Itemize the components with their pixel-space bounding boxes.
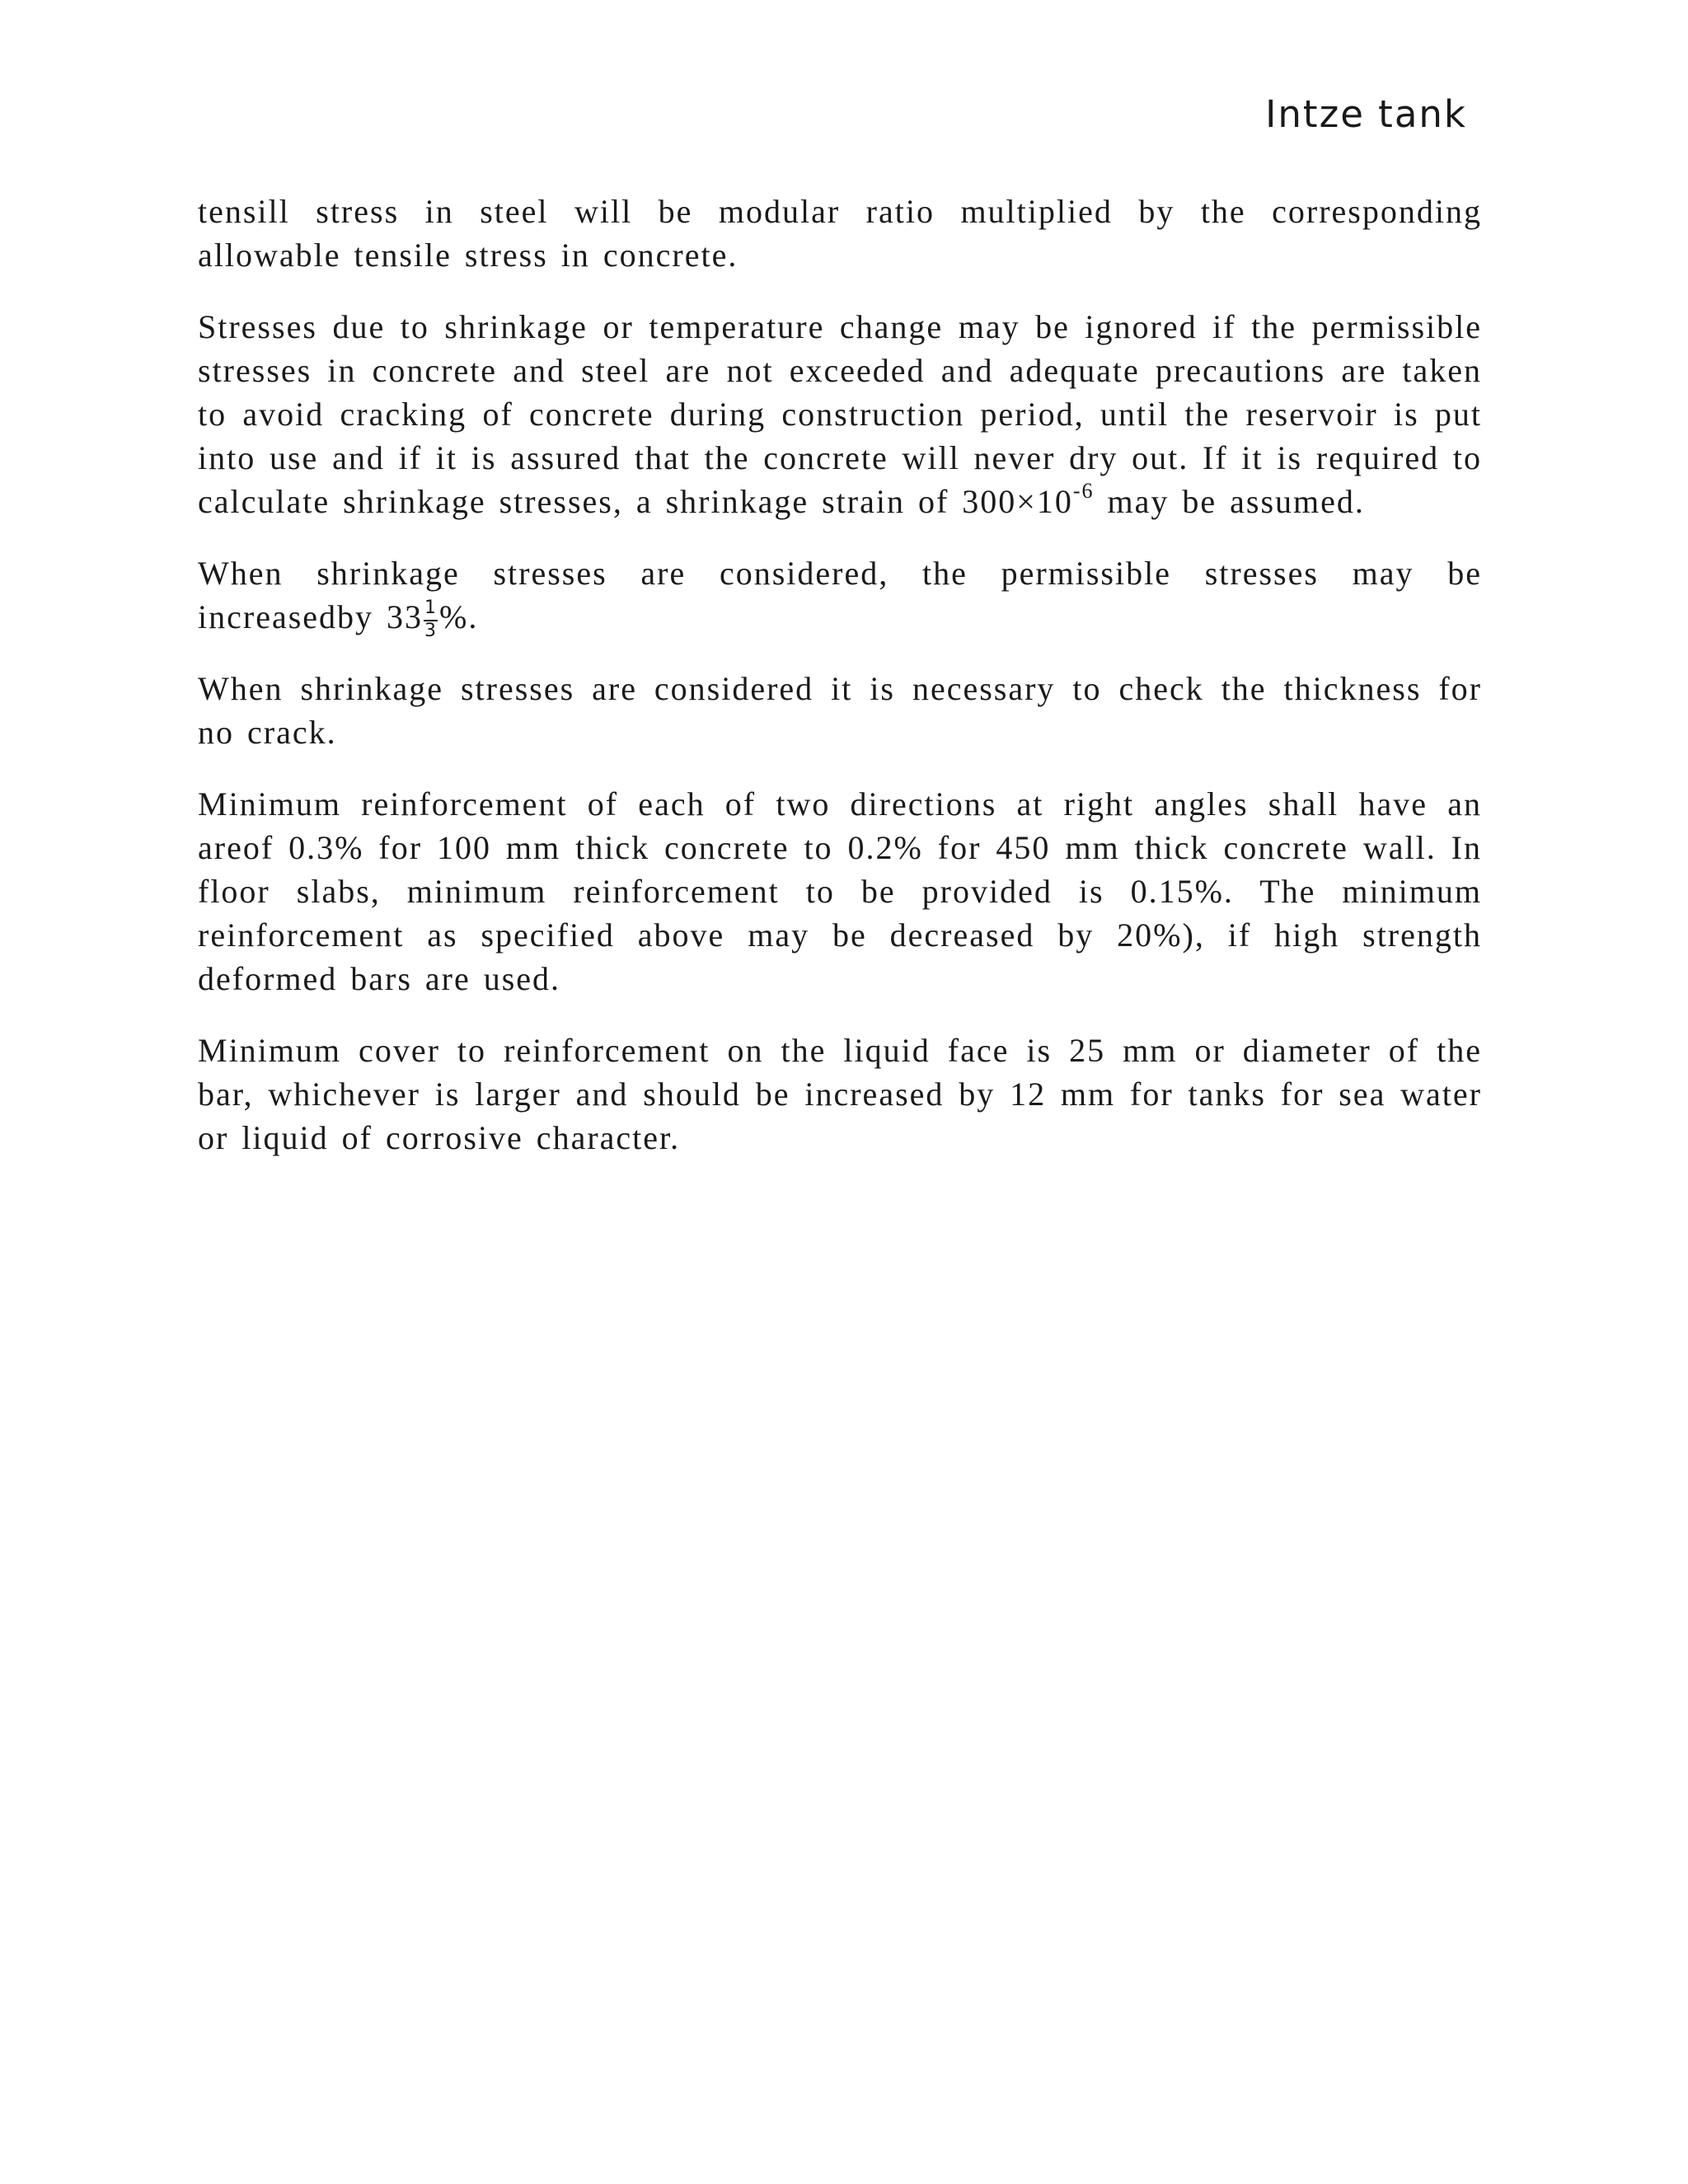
paragraph-text: Stresses due to shrinkage or temperature change may be ignored if the permissible stresses in concrete and steel are not exceeded and adequate precautions are taken to avoid cracking of concrete during construction period, until the reservoir is put into use and if it is assured that the concrete will never dry out. If it is required to calculate shrinkage stresses, a shrinkage strain of 300×10 (198, 308, 1482, 520)
superscript-exponent: -6 (1072, 479, 1095, 503)
fraction (423, 598, 439, 641)
body-text (198, 190, 1482, 1188)
fraction-numerator: 1 (424, 598, 438, 618)
paragraph-permissible-increase (198, 551, 1482, 639)
running-header: Intze tank (1265, 92, 1467, 136)
paragraph-shrinkage-stresses (198, 305, 1482, 523)
paragraph-steel-stress: tensill stress in steel will be modular ratio multiplied by the corresponding allowable tensile stress in concrete. (198, 193, 1482, 274)
fraction-denominator: 3 (424, 621, 438, 641)
paragraph-minimum-reinforcement: Minimum reinforcement of each of two directions at right angles shall have an areof 0.3% for 100 mm thick concrete to 0.2% for 450 mm thick concrete wall. In floor slabs, minimum reinforcement to be provided is 0.15%. The minimum reinforcement as specified above may be decreased by 20%), if high strength deformed bars are used. (198, 785, 1482, 997)
paragraph-text: may be assumed. (1094, 483, 1365, 520)
paragraph-text: When shrinkage stresses are considered, the permissible stresses may be increasedby 33 (198, 555, 1482, 635)
paragraph-minimum-cover: Minimum cover to reinforcement on the liquid face is 25 mm or diameter of the bar, whichever is larger and should be increased by 12 mm for tanks for sea water or liquid of corrosive character. (198, 1032, 1482, 1156)
paragraph-thickness-check: When shrinkage stresses are considered it is necessary to check the thickness for no crack. (198, 670, 1482, 751)
paragraph-text: %. (439, 598, 479, 635)
